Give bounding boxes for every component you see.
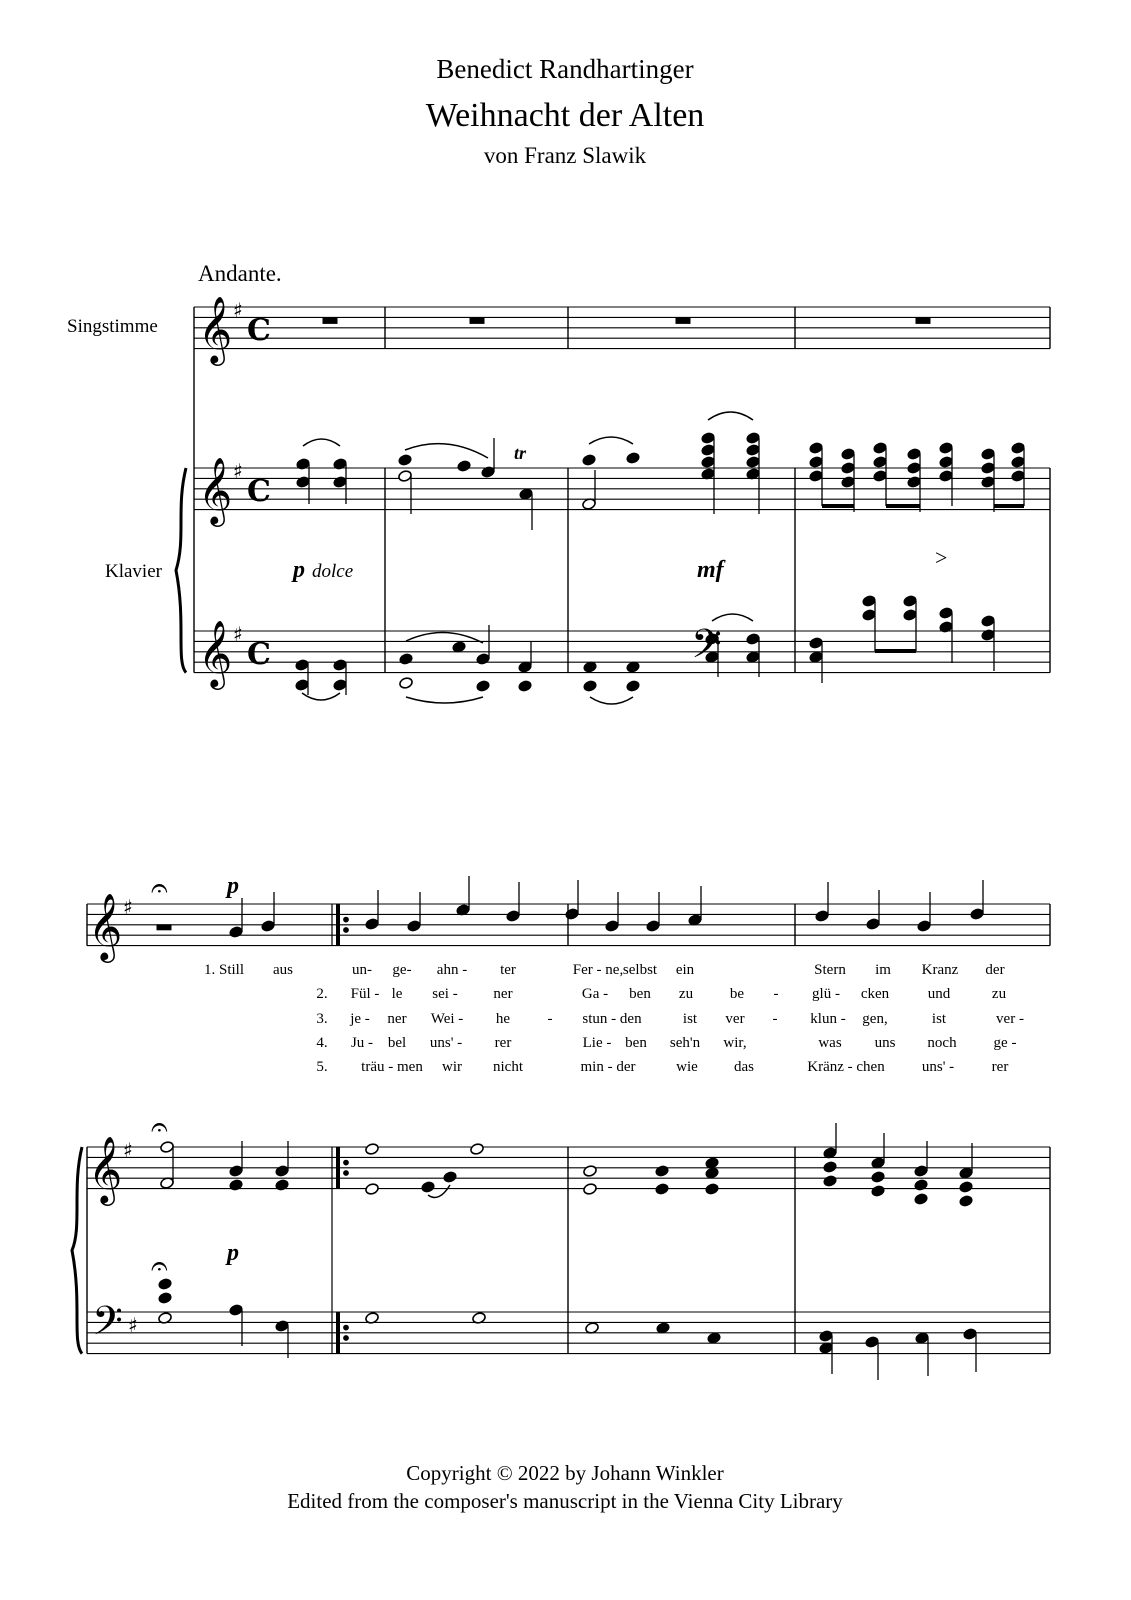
note-head: [873, 442, 888, 455]
lyric-syllable: und: [927, 986, 951, 1002]
whole-rest: [916, 318, 930, 323]
note-head: [365, 918, 380, 931]
lyric-syllable: aus: [273, 962, 293, 978]
note-head: [862, 595, 877, 608]
whole-rest: [470, 318, 484, 323]
slur: [589, 437, 633, 444]
lyric-syllable: wir: [442, 1059, 462, 1075]
slur: [303, 439, 340, 446]
note-head: [907, 462, 922, 475]
note-head: [399, 677, 414, 690]
lyric-syllable: selbst: [622, 962, 658, 978]
note-head: [1011, 456, 1026, 469]
lyric-syllable: uns' -: [921, 1059, 955, 1075]
bass-clef: 𝄢: [92, 1298, 123, 1354]
key-signature-sharp: ♯: [128, 1313, 138, 1337]
note-head: [939, 442, 954, 455]
note-head: [939, 470, 954, 483]
note-head: [421, 1181, 436, 1194]
piano-label: Klavier: [105, 561, 162, 582]
note-head: [959, 1181, 974, 1194]
key-signature-sharp: ♯: [233, 622, 243, 646]
lyric-syllable: träu - men: [361, 1059, 423, 1075]
note-head: [981, 476, 996, 489]
note-head: [866, 918, 881, 931]
note-head: [809, 637, 824, 650]
key-signature-sharp: ♯: [233, 298, 243, 322]
lyric-syllable: bel: [387, 1035, 407, 1051]
lyric-syllable: ner: [493, 986, 513, 1002]
note-head: [476, 653, 491, 666]
note-head: [903, 609, 918, 622]
lyric-syllable: ge -: [993, 1035, 1017, 1051]
note-head: [518, 680, 533, 693]
note-head: [903, 595, 918, 608]
note-head: [841, 462, 856, 475]
trill-mark: tr: [514, 443, 527, 463]
lyric-syllable: ben: [625, 1035, 647, 1051]
note-head: [457, 460, 472, 473]
key-signature-sharp: ♯: [233, 459, 243, 483]
note-head: [398, 454, 413, 467]
note-head: [476, 680, 491, 693]
lyric-syllable: be: [729, 986, 745, 1002]
time-signature-common: C: [247, 474, 271, 509]
note-head: [701, 444, 716, 457]
note-head: [981, 462, 996, 475]
note-head: [823, 1175, 838, 1188]
lyric-syllable: Wei -: [430, 1011, 464, 1027]
lyric-syllable: ner: [387, 1011, 407, 1027]
note-head: [275, 1165, 290, 1178]
lyric-syllable: stun - den: [582, 1011, 642, 1027]
note-head: [1011, 470, 1026, 483]
note-head: [862, 609, 877, 622]
note-head: [626, 680, 641, 693]
edition-note: Edited from the composer's manuscript in the Vienna City Library: [287, 1489, 843, 1513]
note-head: [158, 1292, 173, 1305]
voice-label: Singstimme: [67, 316, 158, 337]
dynamic-p-voice: p: [227, 873, 239, 899]
lyric-syllable: Kranz: [921, 962, 959, 978]
note-head: [229, 926, 244, 939]
note-head: [333, 679, 348, 692]
note-head: [707, 1332, 722, 1345]
copyright-line: Copyright © 2022 by Johann Winkler: [406, 1461, 724, 1485]
note-head: [819, 1330, 834, 1343]
lyric-syllable: ist: [682, 1011, 698, 1027]
key-signature-sharp: ♯: [123, 1138, 133, 1162]
note-head: [823, 1161, 838, 1174]
lyric-syllable: rer: [991, 1059, 1009, 1075]
treble-clef: 𝄞: [88, 892, 123, 960]
lyric-syllable: glü -: [812, 986, 840, 1002]
note-head: [746, 633, 761, 646]
lyric-syllable: rer: [494, 1035, 512, 1051]
note-head: [296, 476, 311, 489]
note-head: [873, 470, 888, 483]
repeat-dot: [344, 928, 349, 933]
note-head: [746, 444, 761, 457]
repeat-dot: [344, 917, 349, 922]
repeat-dot: [344, 1160, 349, 1165]
note-head: [981, 448, 996, 461]
piano-brace: [176, 468, 186, 673]
lyric-syllable: ver: [725, 1011, 745, 1027]
lyric-syllable: gen,: [862, 1011, 888, 1027]
slur: [406, 697, 483, 703]
lyric-syllable: ein: [675, 962, 695, 978]
note-head: [275, 1179, 290, 1192]
slur: [405, 444, 488, 458]
lyric-syllable: -: [773, 986, 779, 1002]
note-head: [443, 1171, 458, 1184]
note-head: [333, 659, 348, 672]
note-head: [871, 1185, 886, 1198]
note-head: [399, 653, 414, 666]
time-signature-common: C: [247, 313, 271, 348]
piano-brace: [72, 1147, 82, 1354]
lyric-syllable: Fer - ne,: [572, 962, 624, 978]
lyric-syllable: uns' -: [429, 1035, 463, 1051]
repeat-dot: [344, 1336, 349, 1341]
note-head: [809, 456, 824, 469]
note-head: [519, 488, 534, 501]
note-head: [333, 476, 348, 489]
bass-clef: 𝄢: [691, 621, 722, 677]
note-head: [963, 1328, 978, 1341]
lyric-syllable: je -: [350, 1011, 370, 1027]
note-head: [229, 1165, 244, 1178]
notes: [157, 318, 1025, 1380]
note-head: [655, 1165, 670, 1178]
lyric-syllable: ben: [629, 986, 651, 1002]
note-head: [907, 448, 922, 461]
note-head: [959, 1195, 974, 1208]
lyric-syllable: wie: [676, 1059, 698, 1075]
note-head: [914, 1179, 929, 1192]
note-head: [470, 1143, 485, 1156]
dynamic-p-bass: p: [227, 1240, 239, 1266]
note-head: [970, 908, 985, 921]
note-head: [809, 651, 824, 664]
note-head: [815, 910, 830, 923]
note-head: [809, 442, 824, 455]
accent-mark: >: [935, 545, 948, 570]
note-head: [871, 1171, 886, 1184]
note-head: [605, 920, 620, 933]
lyric-syllable: noch: [927, 1035, 957, 1051]
slur: [712, 614, 753, 621]
lyric-syllable: un-: [352, 962, 372, 978]
note-head: [705, 1167, 720, 1180]
lyric-syllable: Ga -: [581, 986, 609, 1002]
lyric-syllable: im: [875, 962, 891, 978]
key-signature-sharp: ♯: [123, 895, 133, 919]
note-head: [365, 1183, 380, 1196]
lyric-syllable: ahn -: [436, 962, 468, 978]
lyric-syllable: ge-: [392, 962, 412, 978]
note-head: [865, 1336, 880, 1349]
lyric-syllable: ist: [931, 1011, 947, 1027]
note-head: [655, 1183, 670, 1196]
fermata: 𝄐: [151, 1249, 168, 1284]
treble-clef: 𝄞: [88, 1135, 123, 1203]
note-head: [295, 679, 310, 692]
note-head: [398, 470, 413, 483]
lyric-syllable: nicht: [493, 1059, 523, 1075]
note-head: [914, 1193, 929, 1206]
note-head: [229, 1304, 244, 1317]
dynamic-dolce: dolce: [312, 561, 354, 582]
note-head: [705, 1183, 720, 1196]
lyric-syllable: 1. Still: [203, 962, 245, 978]
note-head: [583, 680, 598, 693]
lyric-syllable: min - der: [580, 1059, 636, 1075]
lyric-syllable: 2.: [316, 986, 328, 1002]
note-head: [583, 1183, 598, 1196]
note-head: [841, 448, 856, 461]
note-head: [746, 432, 761, 445]
note-head: [229, 1179, 244, 1192]
fermata: 𝄐: [151, 1110, 168, 1145]
note-head: [939, 456, 954, 469]
note-head: [981, 615, 996, 628]
note-head: [565, 908, 580, 921]
lyric-syllable: das: [734, 1059, 754, 1075]
clefs-and-signatures: [88, 295, 722, 1354]
note-head: [582, 454, 597, 467]
repeat-dot: [344, 1171, 349, 1176]
tempo-marking: Andante.: [198, 261, 282, 286]
lyric-syllable: -: [547, 1011, 553, 1027]
lyric-syllable: Lie -: [582, 1035, 612, 1051]
time-signature-common: C: [247, 637, 271, 672]
lyric-syllable: Kränz - chen: [807, 1059, 885, 1075]
note-head: [295, 659, 310, 672]
whole-rest: [323, 318, 337, 323]
composer-name: Benedict Randhartinger: [436, 54, 694, 84]
lyric-syllable: seh'n: [669, 1035, 701, 1051]
note-head: [1011, 442, 1026, 455]
note-head: [917, 920, 932, 933]
lyric-syllable: Stern: [814, 962, 846, 978]
note-head: [809, 470, 824, 483]
note-head: [626, 452, 641, 465]
lyric-syllable: Ju -: [350, 1035, 374, 1051]
lyric-syllable: zu: [678, 986, 694, 1002]
lyric-syllable: sei -: [432, 986, 458, 1002]
note-head: [275, 1320, 290, 1333]
lyricist-credit: von Franz Slawik: [483, 143, 647, 168]
note-head: [907, 476, 922, 489]
note-head: [959, 1167, 974, 1180]
note-head: [873, 456, 888, 469]
lyric-syllable: 4.: [316, 1035, 328, 1051]
lyric-syllable: klun -: [810, 1011, 846, 1027]
note-head: [646, 920, 661, 933]
lyric-syllable: zu: [991, 986, 1007, 1002]
note-head: [407, 920, 422, 933]
slur: [708, 412, 753, 420]
slur: [590, 697, 633, 704]
note-head: [914, 1165, 929, 1178]
treble-clef: 𝄞: [198, 456, 233, 524]
lyric-syllable: le: [391, 986, 403, 1002]
fermata: 𝄐: [151, 871, 168, 906]
note-head: [506, 910, 521, 923]
lyric-syllable: wir,: [723, 1035, 747, 1051]
treble-clef: 𝄞: [198, 619, 233, 687]
note-head: [261, 920, 276, 933]
note-head: [939, 607, 954, 620]
lyric-syllable: was: [818, 1035, 842, 1051]
lyric-syllable: der: [985, 962, 1005, 978]
note-head: [365, 1143, 380, 1156]
note-head: [746, 456, 761, 469]
lyric-syllable: ver -: [996, 1011, 1024, 1027]
whole-rest: [676, 318, 690, 323]
lyric-syllable: he: [495, 1011, 511, 1027]
note-head: [701, 432, 716, 445]
note-head: [915, 1332, 930, 1345]
lyric-syllable: cken: [860, 986, 890, 1002]
repeat-dot: [344, 1325, 349, 1330]
half-rest: [157, 925, 171, 930]
lyric-syllable: -: [772, 1011, 778, 1027]
note-head: [701, 456, 716, 469]
lyric-syllable: Fül -: [350, 986, 380, 1002]
piece-title: Weihnacht der Alten: [425, 97, 705, 134]
lyric-syllable: ter: [500, 962, 516, 978]
lyric-syllable: 5.: [316, 1059, 328, 1075]
note-head: [583, 1165, 598, 1178]
lyric-syllable: 3.: [316, 1011, 328, 1027]
dynamic-p-1: p: [293, 557, 305, 583]
note-head: [746, 651, 761, 664]
dynamic-mf: mf: [697, 557, 724, 583]
note-head: [841, 476, 856, 489]
treble-clef: 𝄞: [198, 295, 233, 363]
lyric-syllable: uns: [874, 1035, 896, 1051]
